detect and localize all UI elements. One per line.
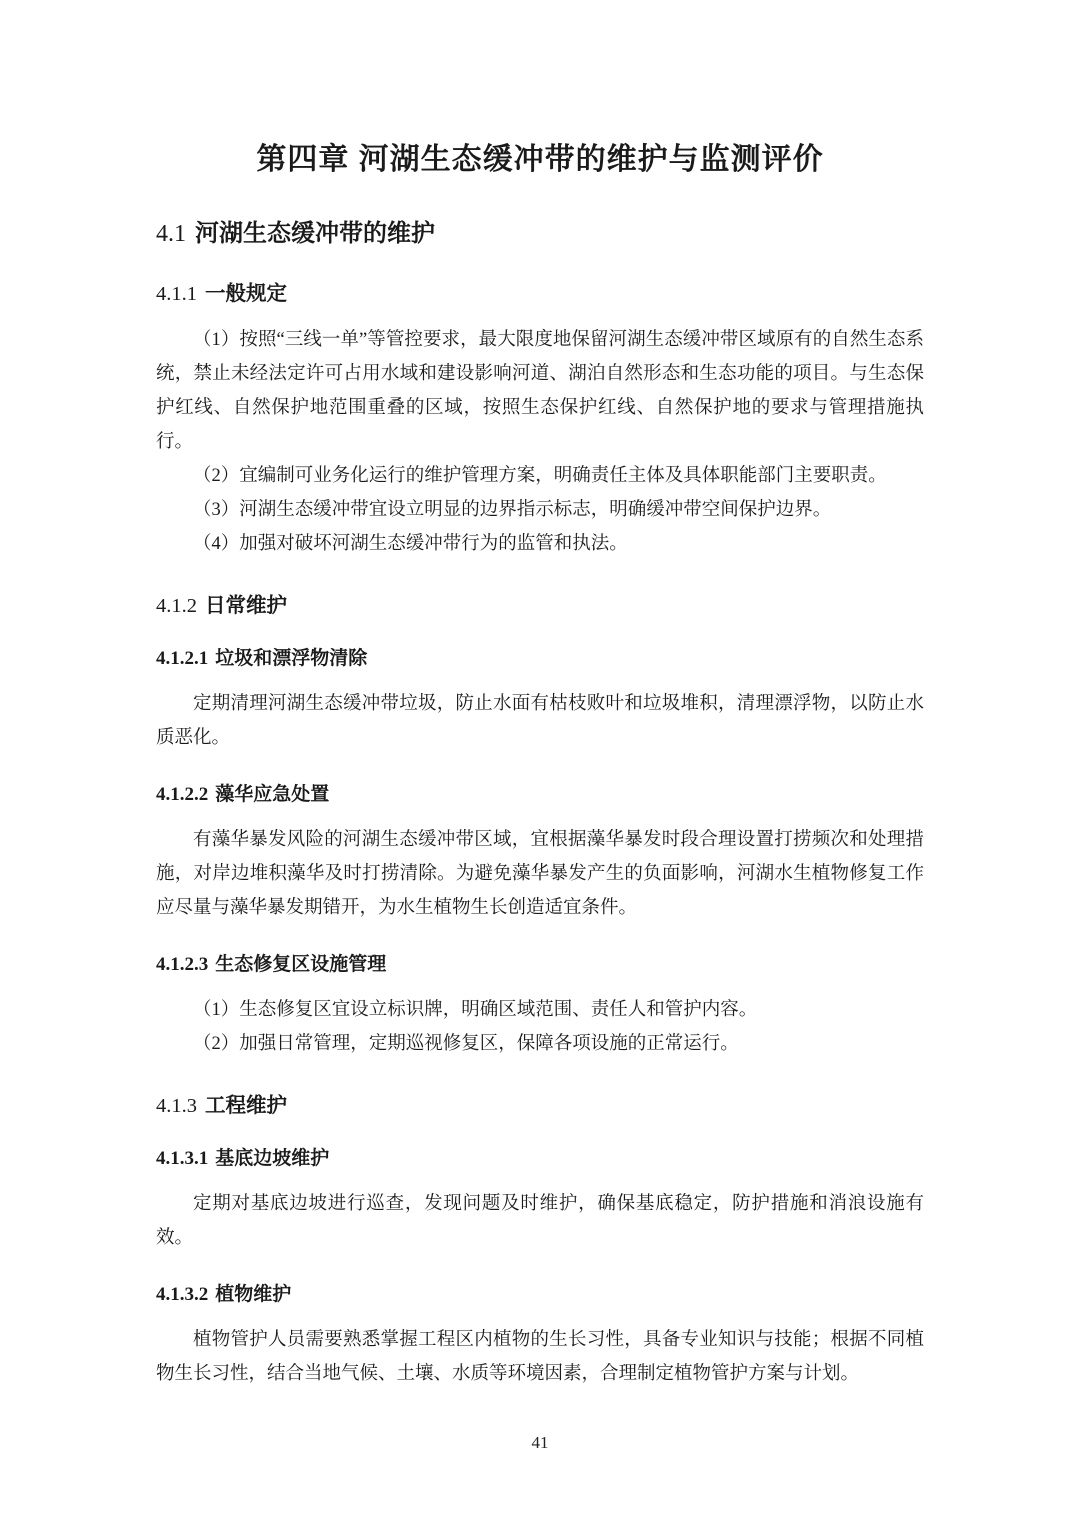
page-number: 41: [531, 1433, 549, 1452]
section-label: 藻华应急处置: [215, 784, 330, 805]
section-number: 4.1.3: [156, 1095, 197, 1117]
paragraph-4-1-1-item-3: （3）河湖生态缓冲带宜设立明显的边界指示标志，明确缓冲带空间保护边界。: [193, 500, 832, 520]
paragraph-4-1-2-1: 定期清理河湖生态缓冲带垃圾，防止水面有枯枝败叶和垃圾堆积，清理漂浮物，以防止水质恶化。: [156, 694, 924, 748]
paragraph-4-1-2-3-item-2: （2）加强日常管理，定期巡视修复区，保障各项设施的正常运行。: [193, 1034, 739, 1054]
section-heading-4-1-2-2: [156, 783, 924, 807]
section-number: 4.1: [156, 221, 186, 247]
section-label: 植物维护: [215, 1284, 292, 1305]
paragraph-4-1-3-1: 定期对基底边坡进行巡查，发现问题及时维护，确保基底稳定，防护措施和消浪设施有效。: [156, 1194, 924, 1248]
section-heading-4-1-1: [156, 281, 924, 307]
section-number: 4.1.1: [156, 283, 197, 305]
section-heading-4-1: [156, 219, 924, 249]
paragraph-4-1-1-item-4: （4）加强对破坏河湖生态缓冲带行为的监管和执法。: [193, 534, 628, 554]
chapter-title: 第四章 河湖生态缓冲带的维护与监测评价: [256, 143, 824, 176]
paragraph-4-1-2-2: 有藻华暴发风险的河湖生态缓冲带区域，宜根据藻华暴发时段合理设置打捞频次和处理措施，对岸边堆积藻华及时打捞清除。为避免藻华暴发产生的负面影响，河湖水生植物修复工作应尽量与藻华暴发期错开，为水生植物生长创造适宜条件。: [156, 830, 924, 918]
section-heading-4-1-3-1: [156, 1147, 924, 1171]
section-number: 4.1.2.1: [156, 648, 209, 669]
paragraph-4-1-1-item-1: （1）按照“三线一单”等管控要求，最大限度地保留河湖生态缓冲带区域原有的自然生态系统，禁止未经法定许可占用水域和建设影响河道、湖泊自然形态和生态功能的项目。与生态保护红线、自然保护地范围重叠的区域，按照生态保护红线、自然保护地的要求与管理措施执行。: [156, 330, 924, 452]
section-label: 一般规定: [205, 282, 287, 305]
section-number: 4.1.2.3: [156, 954, 209, 975]
section-label: 垃圾和漂浮物清除: [215, 648, 368, 669]
section-heading-4-1-2-3: [156, 953, 924, 977]
section-label: 河湖生态缓冲带的维护: [195, 220, 435, 247]
section-label: 生态修复区设施管理: [215, 954, 387, 975]
section-label: 日常维护: [205, 594, 287, 617]
section-heading-4-1-2-1: [156, 647, 924, 671]
section-label: 基底边坡维护: [215, 1148, 330, 1169]
section-heading-4-1-3: [156, 1093, 924, 1119]
section-heading-4-1-2: [156, 593, 924, 619]
section-number: 4.1.2.2: [156, 784, 209, 805]
paragraph-4-1-2-3-item-1: （1）生态修复区宜设立标识牌，明确区域范围、责任人和管护内容。: [193, 1000, 758, 1020]
paragraph-4-1-3-2: 植物管护人员需要熟悉掌握工程区内植物的生长习性，具备专业知识与技能；根据不同植物生长习性，结合当地气候、土壤、水质等环境因素，合理制定植物管护方案与计划。: [156, 1330, 924, 1384]
section-heading-4-1-3-2: [156, 1283, 924, 1307]
section-label: 工程维护: [205, 1094, 287, 1117]
section-number: 4.1.3.2: [156, 1284, 209, 1305]
paragraph-4-1-1-item-2: （2）宜编制可业务化运行的维护管理方案，明确责任主体及具体职能部门主要职责。: [193, 466, 887, 486]
section-number: 4.1.2: [156, 595, 197, 617]
section-number: 4.1.3.1: [156, 1148, 209, 1169]
